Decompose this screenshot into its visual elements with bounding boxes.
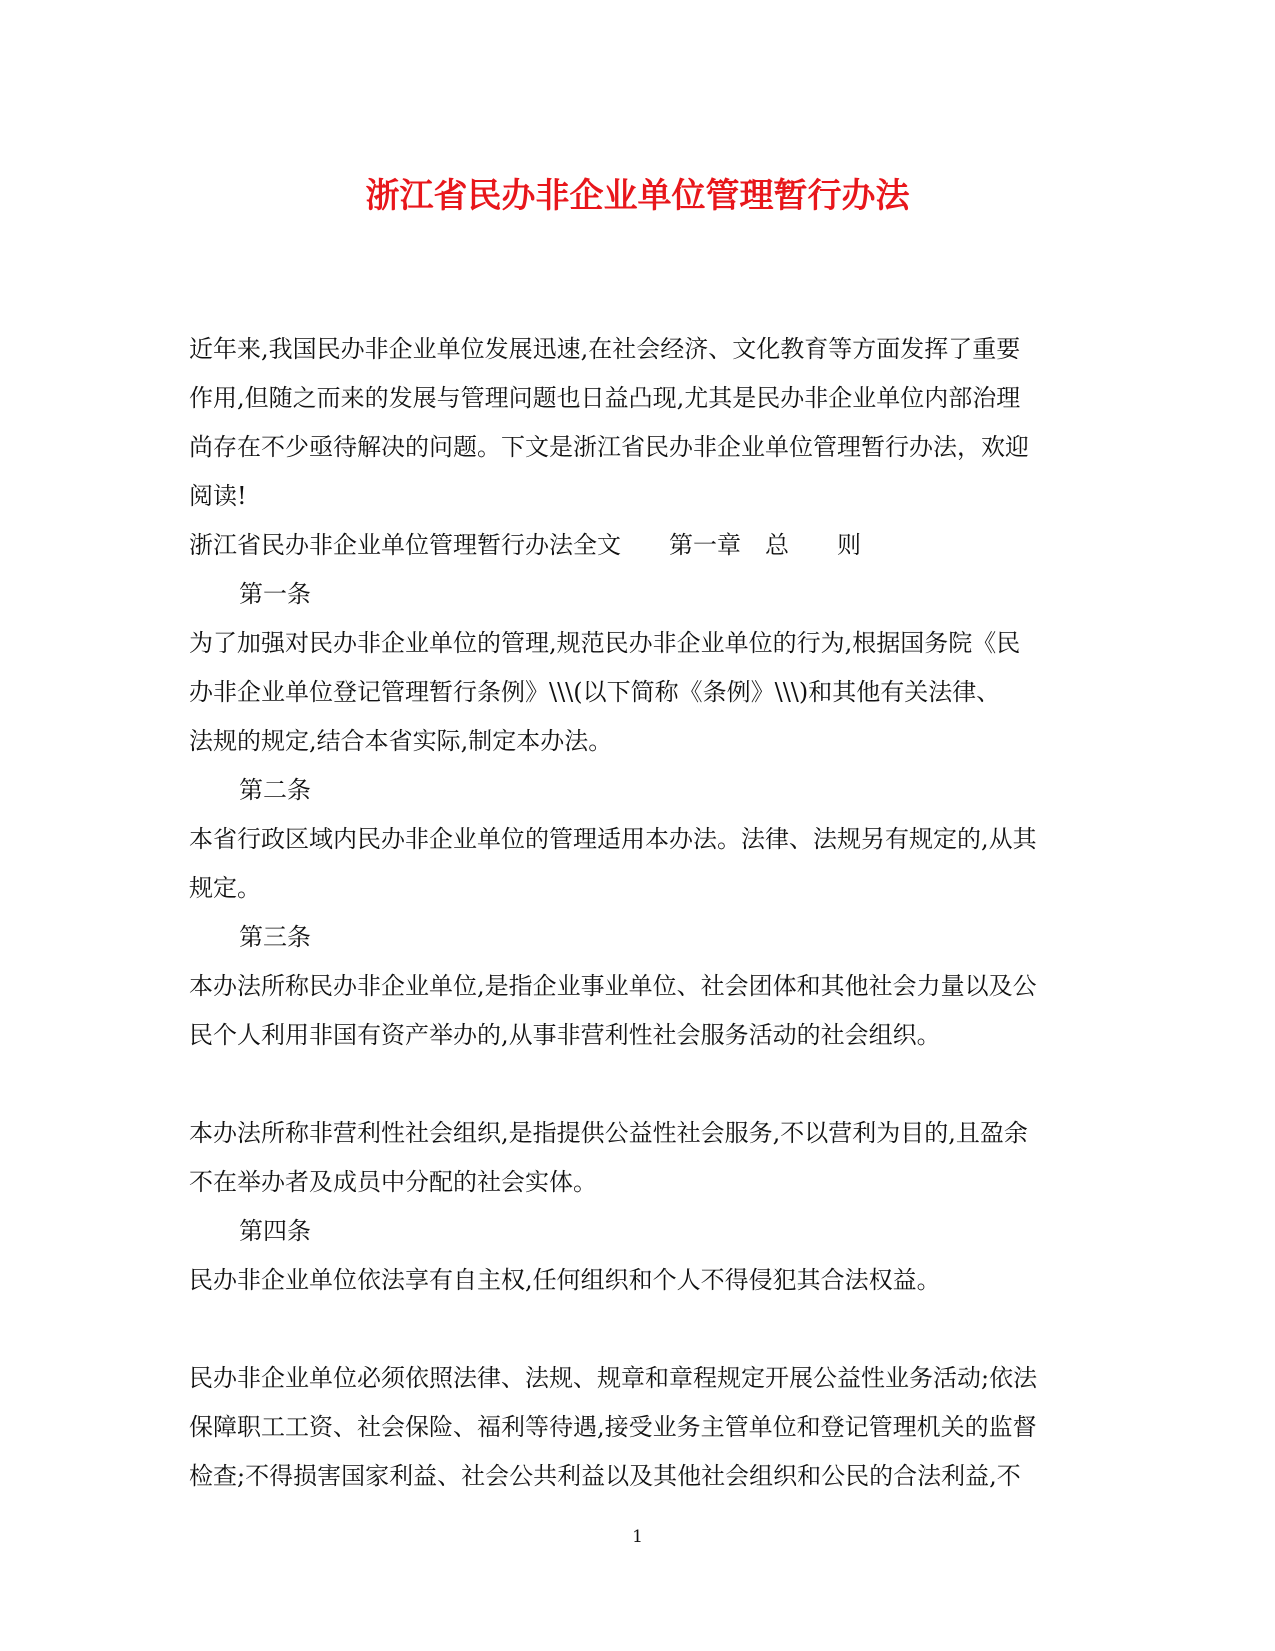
- article-3-heading: 第三条: [239, 923, 311, 951]
- chapter-heading: 浙江省民办非企业单位管理暂行办法全文 第一章 总 则: [189, 531, 861, 559]
- intro-line: 作用,但随之而来的发展与管理问题也日益凸现,尤其是民办非企业单位内部治理: [189, 384, 1021, 412]
- article-4-line: 检查;不得损害国家利益、社会公共利益以及其他社会组织和公民的合法利益,不: [189, 1462, 1021, 1490]
- paragraph-gap: [189, 1060, 1089, 1109]
- article-1-line: 为了加强对民办非企业单位的管理,规范民办非企业单位的行为,根据国务院《民: [189, 629, 1021, 657]
- document-body: [189, 325, 1089, 1501]
- paragraph-gap: [189, 1305, 1089, 1354]
- article-3-line: 民个人利用非国有资产举办的,从事非营利性社会服务活动的社会组织。: [189, 1021, 941, 1049]
- article-4-line: 保障职工工资、社会保险、福利等待遇,接受业务主管单位和登记管理机关的监督: [189, 1413, 1037, 1441]
- article-1-heading: 第一条: [239, 580, 311, 608]
- article-3-line: 本办法所称民办非企业单位,是指企业事业单位、社会团体和其他社会力量以及公: [189, 972, 1037, 1000]
- article-1-line: 法规的规定,结合本省实际,制定本办法。: [189, 727, 613, 755]
- intro-line: 尚存在不少亟待解决的问题。下文是浙江省民办非企业单位管理暂行办法，欢迎: [189, 433, 1029, 461]
- article-3-line: 不在举办者及成员中分配的社会实体。: [189, 1168, 597, 1196]
- article-4-line: 民办非企业单位依法享有自主权,任何组织和个人不得侵犯其合法权益。: [189, 1266, 941, 1294]
- article-2-line: 本省行政区域内民办非企业单位的管理适用本办法。法律、法规另有规定的,从其: [189, 825, 1037, 853]
- article-1-line: 办非企业单位登记管理暂行条例》\\\(以下简称《条例》\\\)和其他有关法律、: [189, 678, 1001, 706]
- article-2-heading: 第二条: [239, 776, 311, 804]
- article-3-line: 本办法所称非营利性社会组织,是指提供公益性社会服务,不以营利为目的,且盈余: [189, 1119, 1028, 1147]
- article-2-line: 规定。: [189, 874, 261, 902]
- intro-line: 近年来,我国民办非企业单位发展迅速,在社会经济、文化教育等方面发挥了重要: [189, 335, 1021, 363]
- document-title: 浙江省民办非企业单位管理暂行办法: [365, 176, 910, 216]
- article-4-heading: 第四条: [239, 1217, 311, 1245]
- page-number: 1: [632, 1527, 643, 1547]
- intro-line: 阅读!: [189, 482, 247, 510]
- article-4-line: 民办非企业单位必须依照法律、法规、规章和章程规定开展公益性业务活动;依法: [189, 1364, 1038, 1392]
